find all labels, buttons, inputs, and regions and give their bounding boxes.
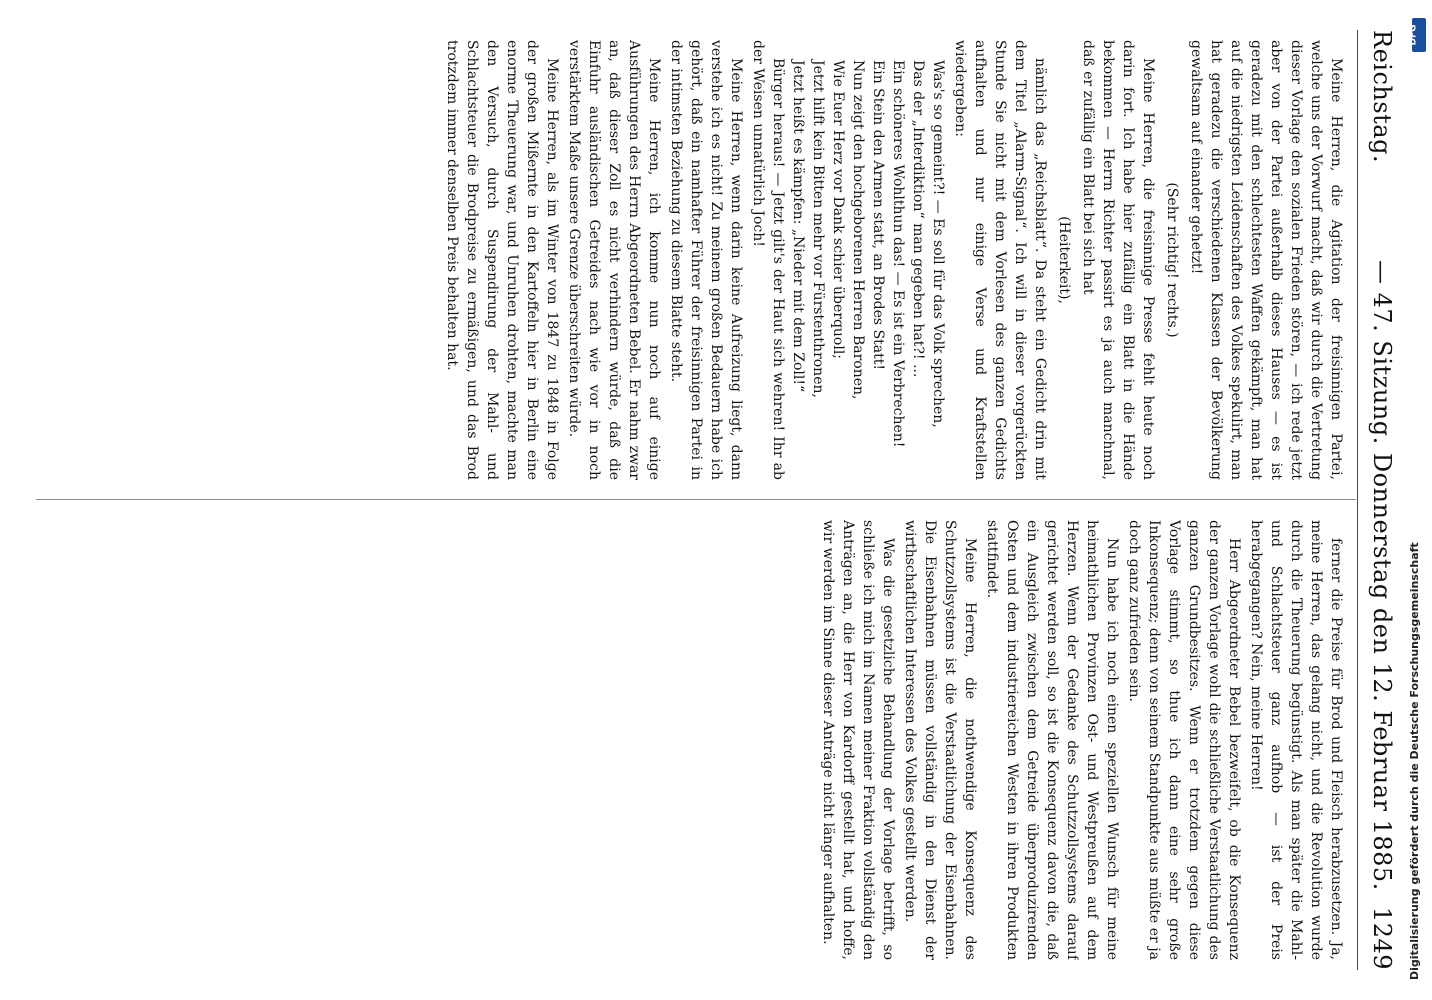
verse-line: Ein Stein den Armen statt, an Brodes Statt! <box>870 60 886 371</box>
header-rule <box>1357 30 1358 970</box>
verse-line: Was's so gemeint?! — Es soll für das Volk sprechen, <box>930 60 946 428</box>
header-session: — 47. Sitzung. Donnerstag den 12. Februar 1885. <box>1368 260 1396 891</box>
page-number: 1249 <box>1368 906 1396 970</box>
paragraph: Meine Herren, als im Winter von 1847 zu 1848 in Folge der großen Mißernte in den Kartoffeln hier in Berlin eine enorme Theuerung war, und Unruhen drohten, machte man den Versuch, durch Suspendirung der Mahl- und Schlachtsteuer die Brodpreise zu ermäßigen, und das Brod trotzdem immer denselben Preis behalten hat. <box>444 40 560 480</box>
paragraph: Meine Herren, die nothwendige Konsequenz des Schutzzollsystems ist die Verstaatlichung der Eisenbahnen. Die Eisenbahnen müssen vollständig in den Dienst der wirthschaftlichen Interessen des Volkes gestellt werden. <box>902 520 978 960</box>
paragraph: Meine Herren, die Agitation der freisinnigen Partei, welche uns der Vorwurf macht, daß wir durch die Vertretung dieser Vorlage den sozialen Frieden stören, — ich rede jetzt aber von der Partei außerhalb dieses Hauses — es ist geradezu mit den schlechtesten Waffen gekämpft, man hat auf die niedrigsten Leidenschaften des Volkes spekulirt, man hat geradezu die verschiedenen Klassen der Bevölkerung gewaltsam auf einander gehetzt! <box>1188 40 1344 480</box>
verse-line: Nun zeigt den hochgeborenen Herren Baronen, <box>850 60 866 400</box>
dfg-logo-icon <box>1408 18 1426 52</box>
verse-line: Wie Euer Herz vor Dank schier überquoll; <box>830 60 846 360</box>
laughter-note: (Heiterkeit), <box>1056 216 1072 304</box>
paragraph: ferner die Preise für Brod und Fleisch herabzusetzen. Ja, meine Herren, das gelang nicht, und die Revolution wurde durch die Theuerung begünstigt. Als man später die Mahl- und Schlachtsteuer ganz aufhob — ist der Preis herabgegangen? Nein, meine Herren! <box>1248 520 1344 960</box>
right-column <box>46 520 1346 960</box>
paragraph: Meine Herren, wenn darin keine Aufreizung liegt, dann verstehe ich es nicht! Zu meinem großen Bedauern habe ich gehört, daß ein namhafter Führer der freisinnigen Partei in der intimsten Beziehung zu diesem Blatte steht. <box>668 40 744 480</box>
digitization-watermark <box>1398 0 1432 1000</box>
paragraph: Meine Herren, die freisinnige Presse fehlt heute noch darin fort. Ich habe hier zufällig ein Blatt in die Hände bekommen — Herrn Richter passirt es ja auch manchmal, daß er zufällig ein Blatt bei sich hat <box>1080 40 1156 480</box>
verse-line: Jetzt heißt es kämpfen: „Nieder mit dem Zoll!“ <box>790 60 806 393</box>
verse-line: Ein schöneres Wohlthun das! — Es ist ein Verbrechen! <box>890 60 906 448</box>
column-divider <box>36 499 1356 500</box>
left-column <box>46 40 1346 480</box>
watermark-text: Digitalisierung gefördert durch die Deutsche Forschungsgemeinschaft <box>1408 542 1421 980</box>
paragraph: Was die gesetzliche Behandlung der Vorlage betrifft, so schließe ich mich im Namen meiner Fraktion vollständig den Anträgen an, die Herr von Kardorff gestellt hat, und hoffe, wir werden im Sinne dieser Anträge nicht länger aufhalten. <box>820 520 896 960</box>
paragraph: Herr Abgeordneter Bebel bezweifelt, ob die Konsequenz der ganzen Vorlage wohl die schließliche Verstaatlichung des ganzen Grundbesitzes. Wenn er trotzdem gegen diese Vorlage stimmt, so thue ich dann eine sehr große Inkonsequenz; denn von seinem Standpunkte aus müßte er ja doch ganz zufrieden sein. <box>1126 520 1242 960</box>
running-header <box>1356 30 1396 970</box>
paragraph: Meine Herren, ich komme nun noch auf einige Ausführungen des Herrn Abgeordneten Bebel. Er nahm zwar an, daß dieser Zoll es nicht verhindern würde, daß die Einfuhr ausländischen Getreides nach wie vor in noch verstärktem Maße unsere Grenze überschreiten würde. <box>566 40 662 480</box>
paragraph: Nun habe ich noch einen speziellen Wunsch für meine heimathlichen Provinzen Ost- und Westpreußen auf dem Herzen. Wenn der Gedanke des Schutzzollsystems darauf gerichtet werden soll, so ist die Konsequenz davon die, daß ein Ausgleich zwischen dem Getreide überproduzirenden Osten und dem industriereichen Westen in ihren Produkten stattfindet. <box>984 520 1120 960</box>
verse-line: Jetzt hilft kein Bitten mehr vor Fürstenthronen, <box>810 60 826 398</box>
page-content <box>16 0 1416 1000</box>
applause-note: (Sehr richtig! rechts.) <box>1164 182 1180 338</box>
paragraph: Bürger heraus! — Jetzt gilt's der Haut sich wehren! Ihr ab der Weisen unnatürlich Joch! <box>750 40 786 480</box>
logo-label: DFG <box>1408 24 1419 46</box>
header-title: Reichstag. <box>1368 30 1396 164</box>
paragraph: nämlich das „Reichsblatt“. Da steht ein Gedicht drin mit dem Titel „Alarm-Signal“. Ich will in dieser vorgerückten Stunde Sie nicht mit dem Vorlesen des ganzen Gedichts aufhalten und nur einige Verse und Kraftstellen wiedergeben: <box>952 40 1048 480</box>
verse-line: Das der „Interdiktion“ man gegeben hat?! ... <box>910 60 926 378</box>
